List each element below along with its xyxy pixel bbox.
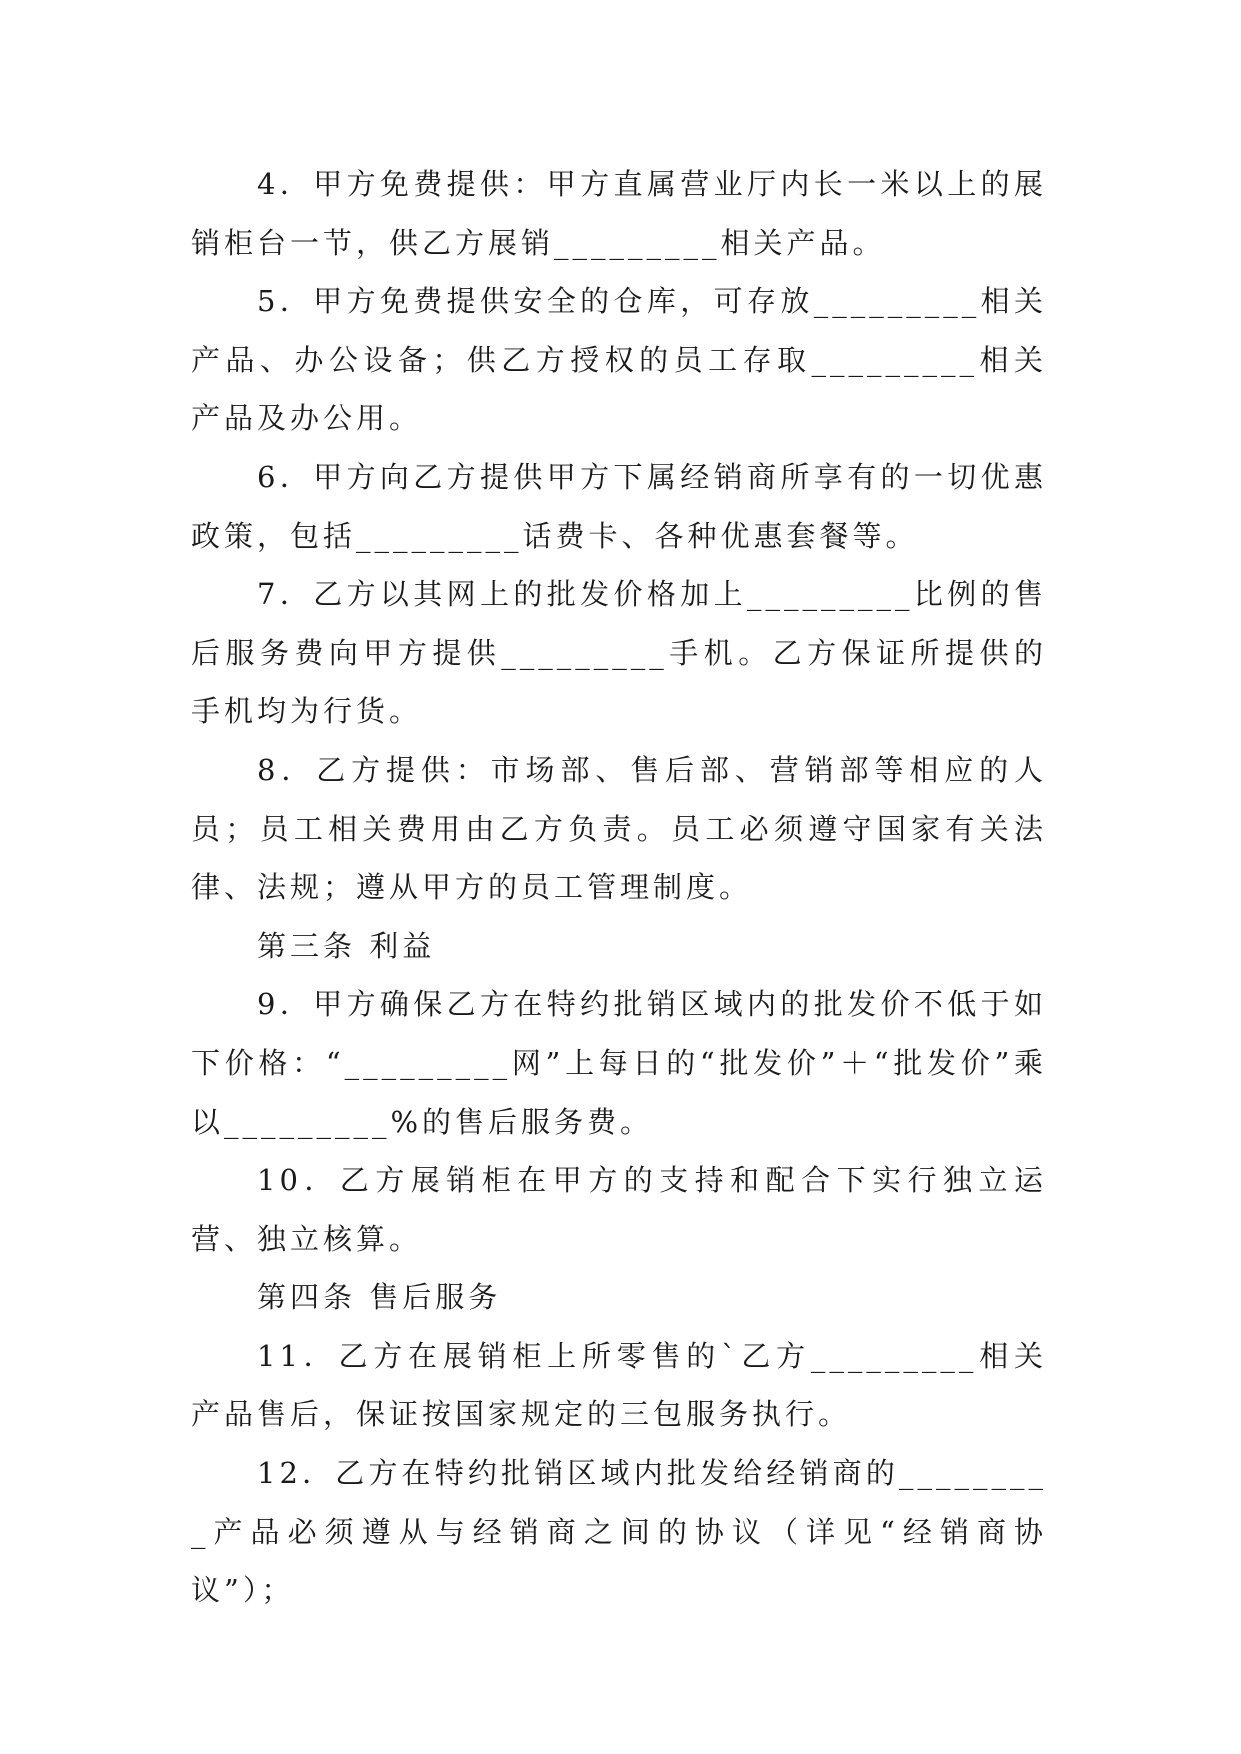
section-heading-article-4: 第四条 售后服务 — [257, 1280, 502, 1315]
section-heading-article-3: 第三条 利益 — [257, 928, 436, 963]
clause-7: 7．乙方以其网上的批发价格加上_________比例的售后服务费向甲方提供_________手机。乙方保证所提供的手机均为行货。 — [191, 577, 1047, 729]
clause-12: 12．乙方在特约批销区域内批发给经销商的_________产品必须遵从与经销商之间的协议（详见“经销商协议”）； — [191, 1456, 1047, 1608]
clause-4: 4．甲方免费提供：甲方直属营业厅内长一米以上的展销柜台一节，供乙方展销_________相关产品。 — [191, 167, 1047, 260]
clause-6: 6．甲方向乙方提供甲方下属经销商所享有的一切优惠政策，包括_________话费卡、各种优惠套餐等。 — [191, 459, 1047, 553]
clause-9: 9．甲方确保乙方在特约批销区域内的批发价不低于如下价格：“_________网”上每日的“批发价”＋“批发价”乘以_________%的售后服务费。 — [191, 987, 1047, 1139]
clause-10: 10．乙方展销柜在甲方的支持和配合下实行独立运营、独立核算。 — [191, 1163, 1047, 1256]
clause-5: 5．甲方免费提供安全的仓库，可存放_________相关产品、办公设备；供乙方授权的员工存取_________相关产品及办公用。 — [191, 284, 1047, 436]
document-body — [191, 155, 1047, 1620]
clause-11: 11．乙方在展销柜上所零售的`乙方_________相关产品售后，保证按国家规定的三包服务执行。 — [191, 1338, 1047, 1432]
clause-8: 8．乙方提供：市场部、售后部、营销部等相应的人员；员工相关费用由乙方负责。员工必须遵守国家有关法律、法规；遵从甲方的员工管理制度。 — [191, 752, 1047, 905]
